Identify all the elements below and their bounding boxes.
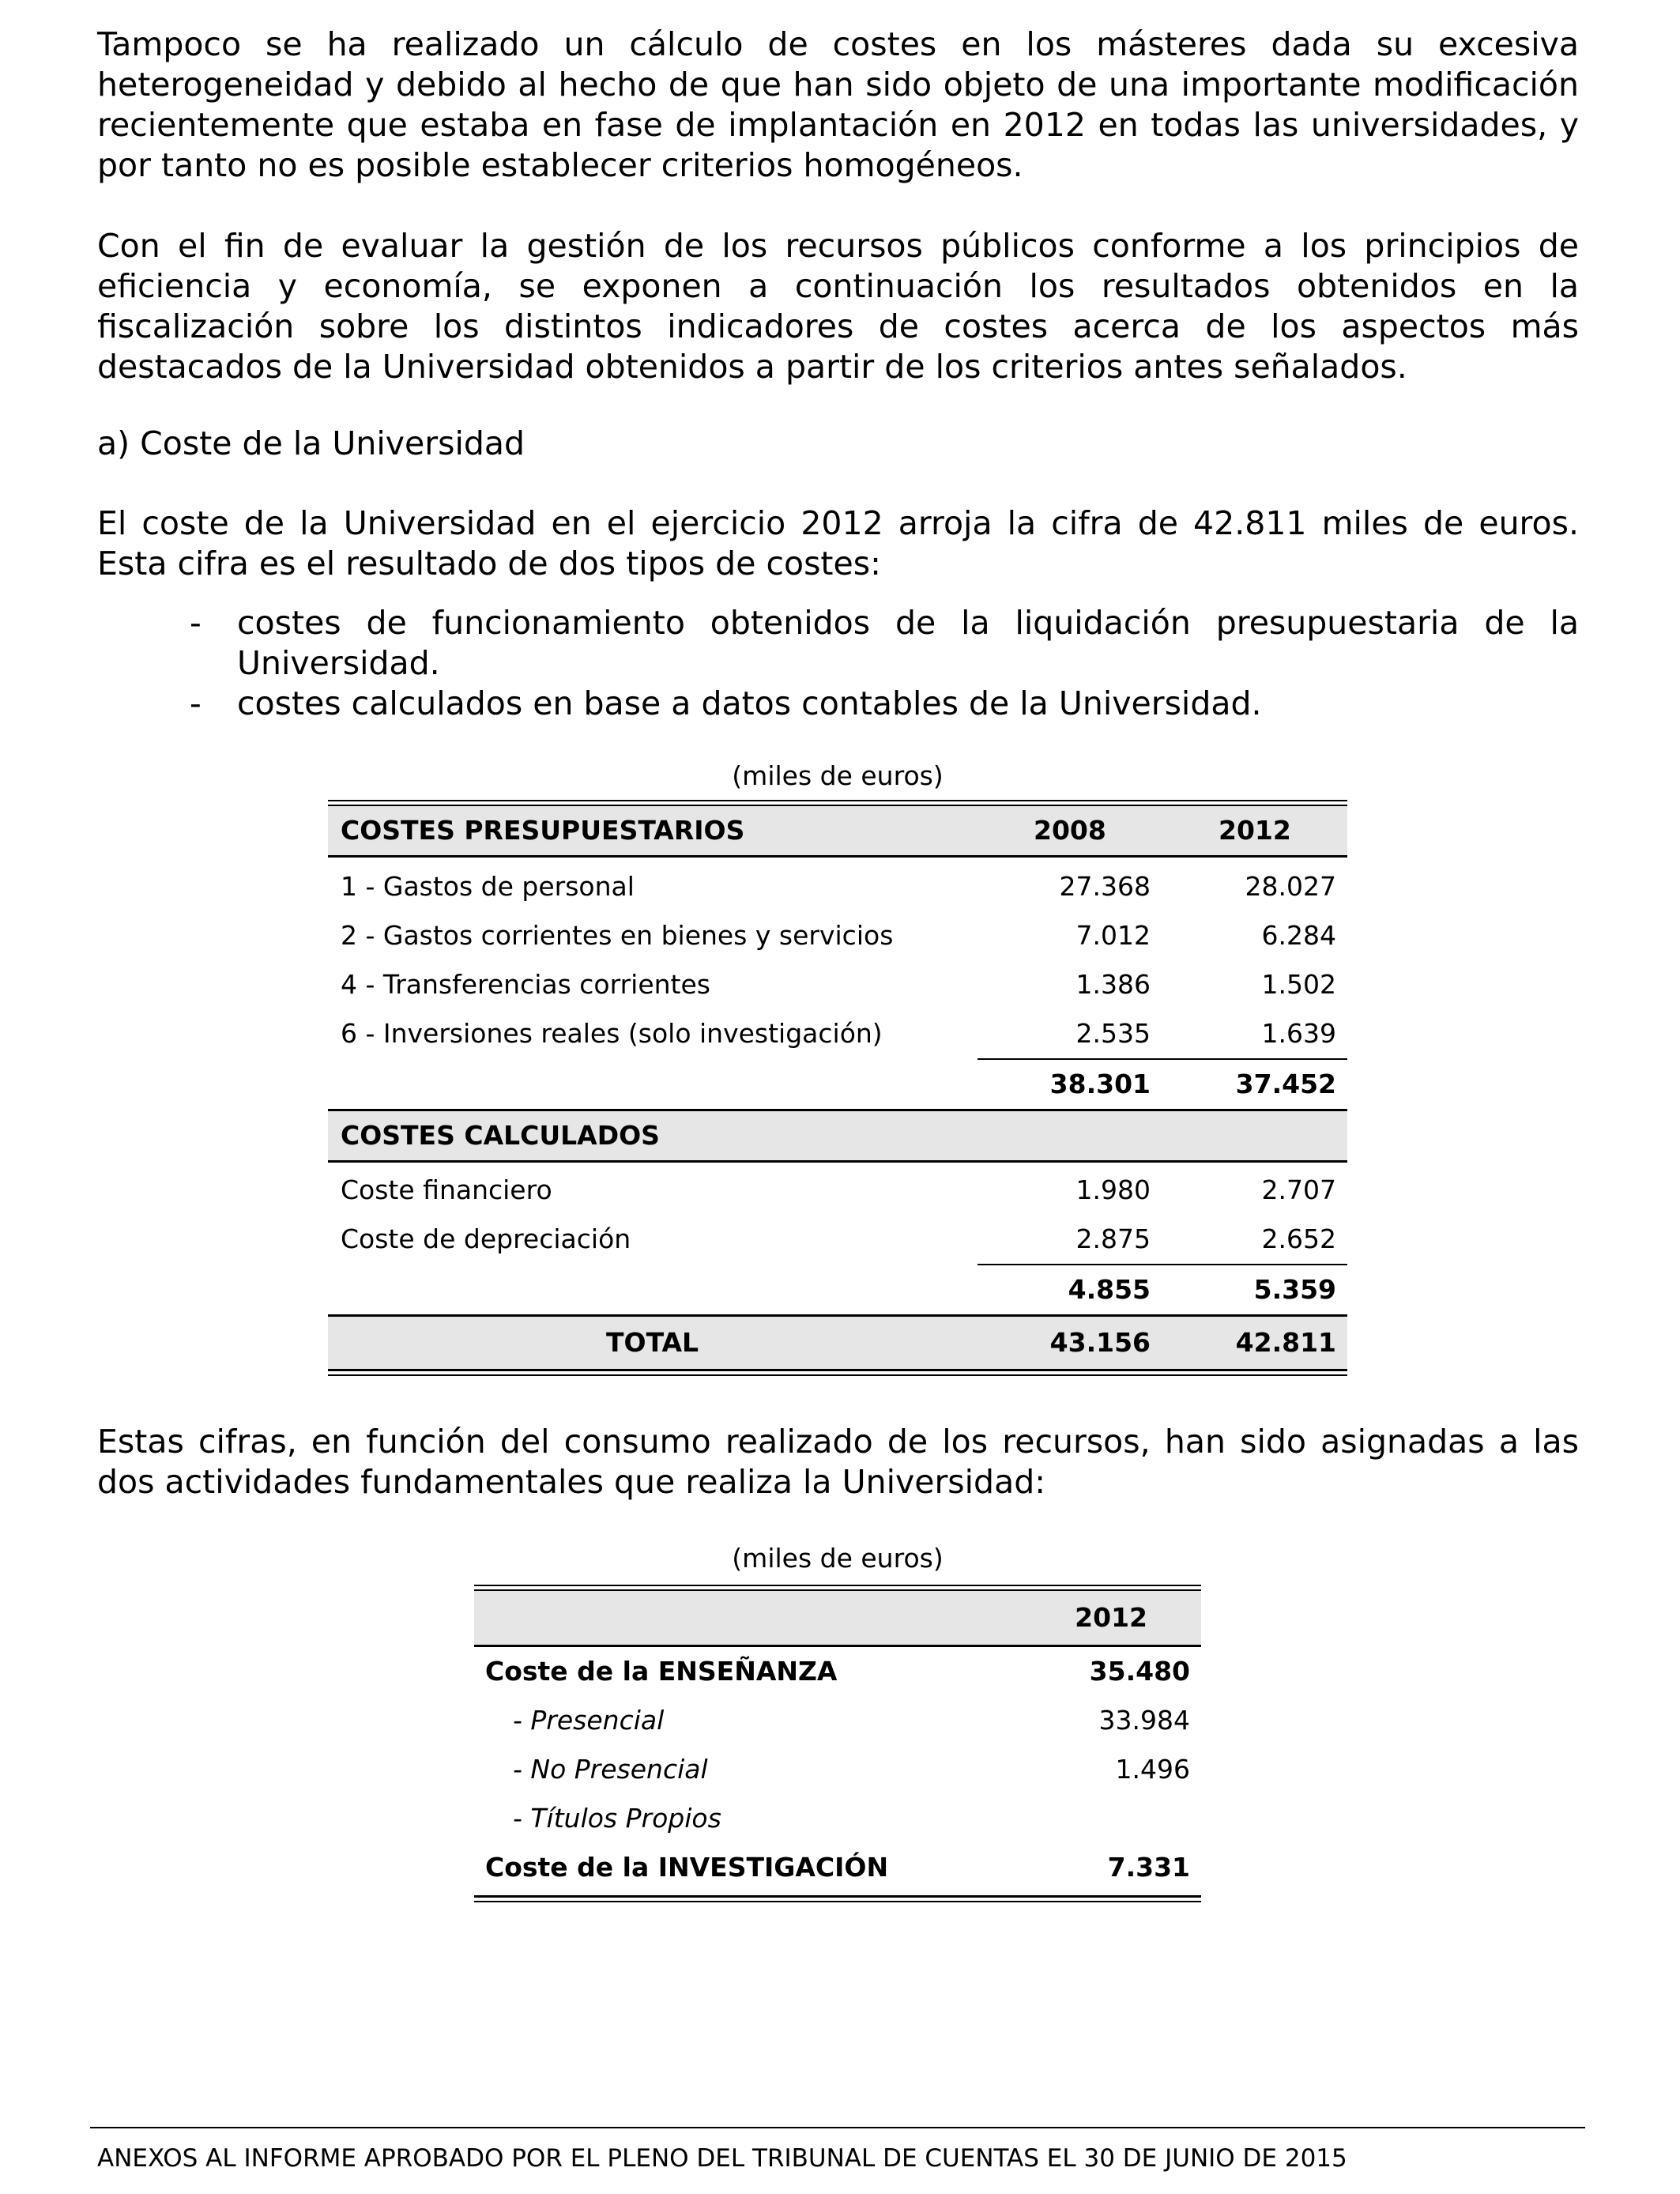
header-2012: 2012 <box>1219 815 1291 846</box>
actividades-table <box>474 1585 1201 1902</box>
table-rule <box>328 800 1347 806</box>
table2-caption: (miles de euros) <box>732 1543 944 1574</box>
table-row <box>474 1696 1201 1745</box>
footer-rule <box>90 2127 1585 2128</box>
value-2012: 6.284 <box>1261 920 1336 951</box>
section-heading-coste-universidad: a) Coste de la Universidad <box>97 424 525 462</box>
row-label: Coste de la INVESTIGACIÓN <box>485 1852 889 1883</box>
table-row <box>328 1009 1347 1058</box>
section-label: COSTES CALCULADOS <box>341 1120 660 1151</box>
table1-caption: (miles de euros) <box>732 760 944 791</box>
value-2012: 2.707 <box>1261 1174 1336 1205</box>
list-item-text: costes calculados en base a datos contables de la Universidad. <box>237 684 1262 722</box>
value-2008: 2.875 <box>1075 1223 1151 1254</box>
row-label: 1 - Gastos de personal <box>341 871 635 902</box>
section-header-calculados <box>328 1109 1347 1163</box>
row-value: 33.984 <box>1098 1705 1190 1736</box>
row-label: 4 - Transferencias corrientes <box>341 969 710 1000</box>
row-value: 7.331 <box>1107 1852 1190 1883</box>
header-2012: 2012 <box>1075 1602 1147 1633</box>
header-2008: 2008 <box>1034 815 1106 846</box>
subtotal-row <box>328 1265 1347 1314</box>
bullet-dash: - <box>190 604 202 642</box>
row-label: - Presencial <box>513 1705 665 1736</box>
table-row <box>474 1647 1201 1696</box>
table-row <box>474 1745 1201 1794</box>
table-row <box>328 1166 1347 1215</box>
table-rule <box>328 1369 1347 1376</box>
value-2008: 1.386 <box>1075 969 1151 1000</box>
subtotal-row <box>328 1060 1347 1109</box>
row-value: 35.480 <box>1089 1656 1190 1687</box>
bullet-dash: - <box>190 684 202 722</box>
value-2012: 1.639 <box>1261 1018 1336 1049</box>
table-rule <box>474 1895 1201 1902</box>
subtotal-2008: 38.301 <box>1049 1069 1151 1099</box>
value-2008: 7.012 <box>1075 920 1151 951</box>
row-label: 6 - Inversiones reales (solo investigación) <box>341 1018 883 1049</box>
row-label: Coste de depreciación <box>341 1223 631 1254</box>
header-label: COSTES PRESUPUESTARIOS <box>341 815 745 846</box>
paragraph-coste-2012: El coste de la Universidad en el ejercicio 2012 arroja la cifra de 42.811 miles de euros. Esta cifra es el resultado de dos tipos de costes: <box>97 504 1579 582</box>
table-rule <box>474 1585 1201 1591</box>
total-2012: 42.811 <box>1235 1327 1336 1358</box>
table-row <box>328 862 1347 911</box>
paragraph-asignacion: Estas cifras, en función del consumo realizado de los recursos, han sido asignadas a las dos actividades fundamentales que realiza la Universidad: <box>97 1423 1579 1501</box>
total-row <box>328 1314 1347 1369</box>
paragraph-masters: Tampoco se ha realizado un cálculo de costes en los másteres dada su excesiva heterogeneidad y debido al hecho de que han sido objeto de una importante modificación recientemente que estaba en fase de implantación en 2012 en todas las universidades, y por tanto no es posible establecer criterios homogéneos. <box>97 25 1579 184</box>
row-label: Coste financiero <box>341 1174 552 1205</box>
value-2008: 27.368 <box>1059 871 1151 902</box>
row-label: - Títulos Propios <box>513 1803 721 1834</box>
subtotal-2012: 5.359 <box>1253 1274 1336 1305</box>
costes-table <box>328 800 1347 1376</box>
row-value: 1.496 <box>1115 1754 1190 1785</box>
table-row <box>328 911 1347 960</box>
paragraph-evaluation: Con el fin de evaluar la gestión de los recursos públicos conforme a los principios de eficiencia y economía, se exponen a continuación los resultados obtenidos en la fiscalización sobre los distintos indicadores de costes acerca de los aspectos más destacados de la Universidad obtenidos a partir de los criterios antes señalados. <box>97 227 1579 386</box>
list-item-text: costes de funcionamiento obtenidos de la liquidación presupuestaria de la Universidad. <box>237 604 1579 682</box>
value-2008: 2.535 <box>1075 1018 1151 1049</box>
value-2012: 2.652 <box>1261 1223 1336 1254</box>
table-row <box>474 1794 1201 1843</box>
list-item <box>97 603 1579 684</box>
table-row <box>474 1843 1201 1892</box>
total-2008: 43.156 <box>1049 1327 1151 1358</box>
row-label: 2 - Gastos corrientes en bienes y servicios <box>341 920 894 951</box>
table-header <box>474 1591 1201 1647</box>
total-label: TOTAL <box>606 1327 699 1358</box>
value-2012: 28.027 <box>1245 871 1336 902</box>
table-row <box>328 960 1347 1009</box>
row-label: - No Presencial <box>513 1754 708 1785</box>
subtotal-2008: 4.855 <box>1068 1274 1151 1305</box>
cost-types-list <box>97 603 1579 724</box>
table-header <box>328 806 1347 858</box>
value-2012: 1.502 <box>1261 969 1336 1000</box>
row-label: Coste de la ENSEÑANZA <box>485 1656 838 1687</box>
value-2008: 1.980 <box>1075 1174 1151 1205</box>
subtotal-2012: 37.452 <box>1235 1069 1336 1099</box>
table-row <box>328 1215 1347 1264</box>
list-item <box>97 684 1579 724</box>
page-footer: ANEXOS AL INFORME APROBADO POR EL PLENO DEL TRIBUNAL DE CUENTAS EL 30 DE JUNIO DE 2015 <box>97 2144 1347 2173</box>
